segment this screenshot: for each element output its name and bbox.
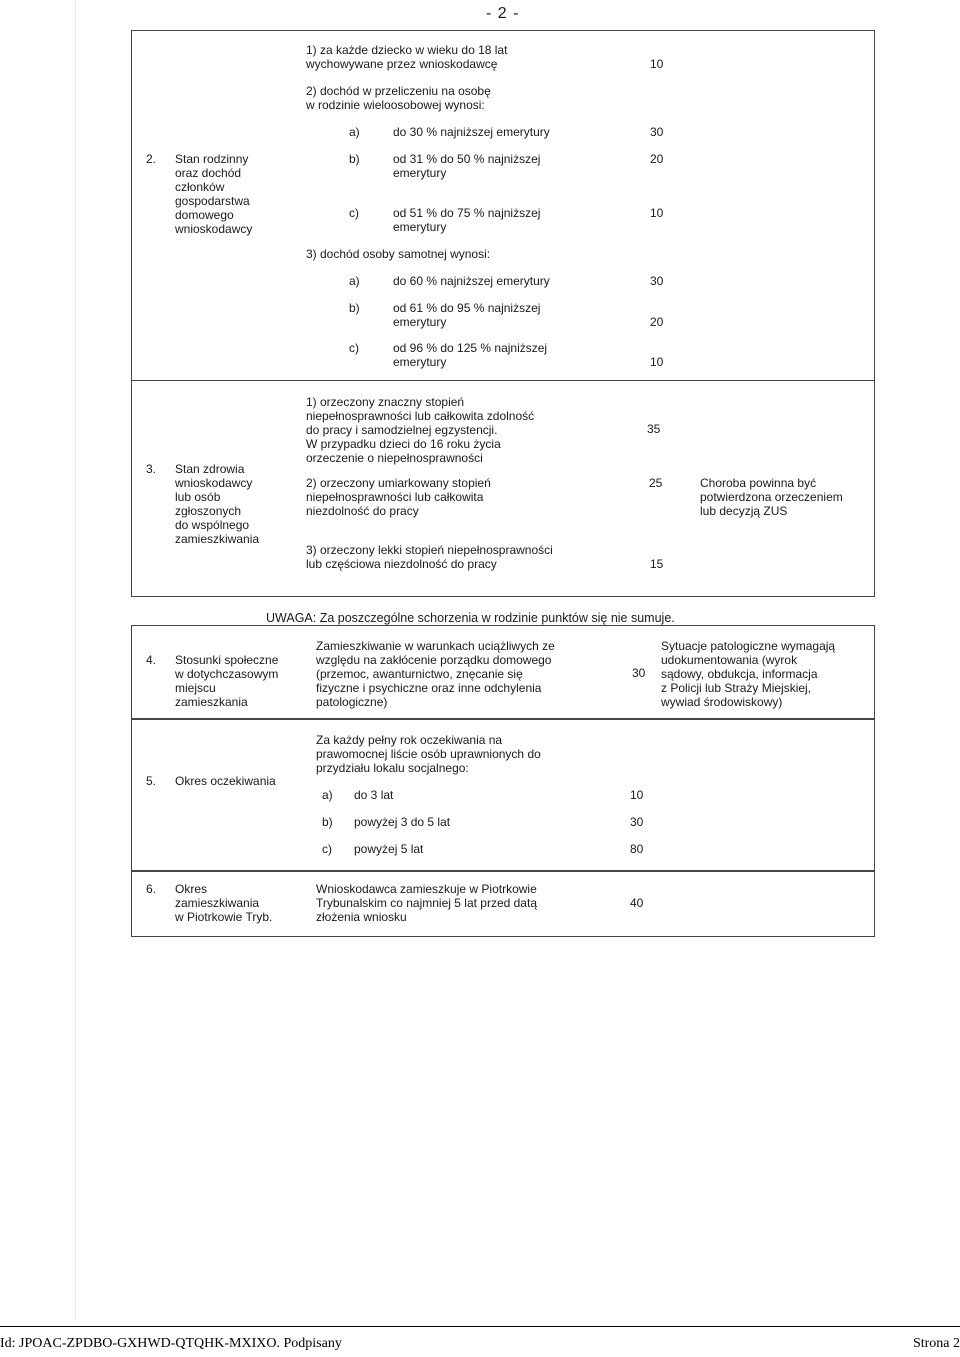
option-label: a) [322, 788, 333, 802]
section-title: Stan zdrowia wnioskodawcy lub osób zgłoszonych do wspólnego zamieszkiwania [175, 462, 260, 546]
option-label: b) [349, 152, 360, 166]
option-points: 10 [650, 206, 664, 220]
section-health [131, 380, 875, 597]
income-single-heading: 3) dochód osoby samotnej wynosi: [306, 247, 491, 261]
health-item-3: 3) orzeczony lekki stopień niepełnosprawności lub częściowa niezdolność do pracy [306, 543, 553, 571]
option-points: 80 [630, 842, 644, 856]
health-points-1: 35 [647, 422, 661, 436]
option-label: c) [322, 842, 332, 856]
option-points: 30 [630, 815, 644, 829]
section-number: 2. [146, 152, 157, 166]
health-points-3: 15 [650, 557, 664, 571]
page-footer-number: Strona 2 [912, 1336, 960, 1351]
section-number: 3. [146, 462, 157, 476]
section-residence [131, 871, 875, 937]
page-number: - 2 - [486, 5, 520, 22]
option-points: 10 [650, 355, 664, 369]
option-text: do 30 % najniższej emerytury [393, 125, 550, 139]
section-number: 6. [146, 882, 157, 896]
option-label: b) [349, 301, 360, 315]
option-text: powyżej 5 lat [354, 842, 424, 856]
option-label: c) [349, 206, 359, 220]
option-text: od 61 % do 95 % najniższej emerytury [393, 301, 541, 329]
document-id: Id: JPOAC-ZPDBO-GXHWD-QTQHK-MXIXO. Podpisany [0, 1336, 342, 1351]
section-family-income [131, 30, 875, 382]
section-waiting [131, 719, 875, 871]
option-text: od 96 % do 125 % najniższej emerytury [393, 341, 548, 369]
section-social [131, 625, 875, 719]
option-points: 30 [650, 125, 664, 139]
social-points: 30 [632, 666, 646, 680]
section-number: 4. [146, 653, 157, 667]
children-item: 1) za każde dziecko w wieku do 18 lat wychowywane przez wnioskodawcę [306, 43, 508, 71]
option-text: od 51 % do 75 % najniższej emerytury [393, 206, 541, 234]
health-points-2: 25 [649, 476, 663, 490]
social-description: Zamieszkiwanie w warunkach uciążliwych ze względu na zakłócenie porządku domowego (przemoc, awanturnictwo, znęcanie się fizyczne i psychiczne oraz inne odchylenia patologiczne) [316, 639, 555, 709]
option-points: 10 [630, 788, 644, 802]
section-number: 5. [146, 774, 157, 788]
section-title: Okres zamieszkiwania w Piotrkowie Tryb. [175, 882, 273, 924]
scan-margin-line [75, 0, 76, 1320]
option-label: b) [322, 815, 333, 829]
option-points: 20 [650, 315, 664, 329]
option-text: do 60 % najniższej emerytury [393, 274, 550, 288]
health-note: Choroba powinna być potwierdzona orzeczeniem lub decyzją ZUS [700, 476, 843, 518]
option-label: a) [349, 125, 360, 139]
waiting-description: Za każdy pełny rok oczekiwania na prawomocnej liście osób uprawnionych do przydziału lokalu socjalnego: [316, 733, 541, 775]
residence-description: Wnioskodawca zamieszkuje w Piotrkowie Trybunalskim co najmniej 5 lat przed datą złożenia wniosku [316, 882, 537, 924]
section-title: Stosunki społeczne w dotychczasowym miejscu zamieszkania [175, 653, 279, 709]
option-points: 20 [650, 152, 664, 166]
option-text: do 3 lat [354, 788, 394, 802]
section-title: Stan rodzinny oraz dochód członków gospodarstwa domowego wnioskodawcy [175, 152, 253, 236]
health-item-2: 2) orzeczony umiarkowany stopień niepełnosprawności lub całkowita niezdolność do pracy [306, 476, 491, 518]
children-points: 10 [650, 57, 664, 71]
residence-points: 40 [630, 896, 644, 910]
option-points: 30 [650, 274, 664, 288]
health-item-1: 1) orzeczony znaczny stopień niepełnosprawności lub całkowita zdolność do pracy i samodzielnej egzystencji. W przypadku dzieci do 16 roku życia orzeczenie o niepełnosprawności [306, 395, 535, 465]
income-family-heading: 2) dochód w przeliczeniu na osobę w rodzinie wieloosobowej wynosi: [306, 84, 491, 112]
uwaga-note: UWAGA: Za poszczególne schorzenia w rodzinie punktów się nie sumuje. [266, 611, 675, 625]
option-label: a) [349, 274, 360, 288]
option-text: od 31 % do 50 % najniższej emerytury [393, 152, 541, 180]
section-title: Okres oczekiwania [175, 774, 276, 788]
option-text: powyżej 3 do 5 lat [354, 815, 451, 829]
option-label: c) [349, 341, 359, 355]
footer-divider [0, 1326, 960, 1327]
social-note: Sytuacje patologiczne wymagają udokumentowania (wyrok sądowy, obdukcja, informacja z Policji lub Straży Miejskiej, wywiad środowiskowy) [661, 639, 836, 709]
